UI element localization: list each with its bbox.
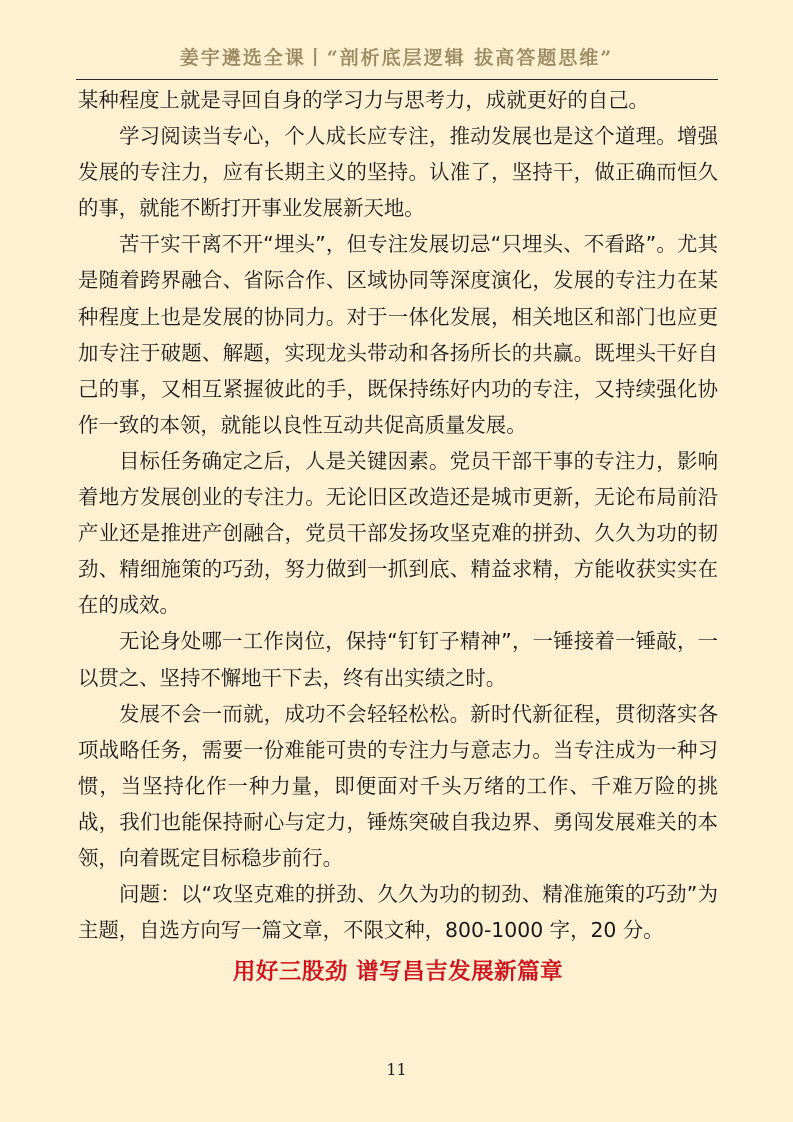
page-header: 姜宇遴选全课丨“剖析底层逻辑 拔高答题思维” (179, 47, 614, 69)
paragraph-5: 无论身处哪一工作岗位，保持“钉钉子精神”，一锤接着一锤敲，一以贯之、坚持不懈地干下去，终有出实绩之时。 (78, 629, 718, 690)
essay-title: 用好三股劲 谱写昌吉发展新篇章 (232, 959, 564, 986)
paragraph-4: 目标任务确定之后，人是关键因素。党员干部干事的专注力，影响着地方发展创业的专注力。无论旧区改造还是城市更新，无论布局前沿产业还是推进产创融合，党员干部发扬攻坚克难的拼劲、久久为功的韧劲、精细施策的巧劲，努力做到一抓到底、精益求精，方能收获实实在在的成效。 (78, 448, 718, 618)
header-divider (76, 79, 718, 80)
paragraph-3: 苦干实干离不开“埋头”，但专注发展切忌“只埋头、不看路”。尤其是随着跨界融合、省际合作、区域协同等深度演化，发展的专注力在某种程度上也是发展的协同力。对于一体化发展，相关地区和部门也应更加专注于破题、解题，实现龙头带动和各扬所长的共赢。既埋头干好自己的事，又相互紧握彼此的手，既保持练好内功的专注，又持续强化协作一致的本领，就能以良性互动共促高质量发展。 (78, 232, 718, 437)
paragraph-6: 发展不会一而就，成功不会轻轻松松。新时代新征程，贯彻落实各项战略任务，需要一份难能可贵的专注力与意志力。当专注成为一种习惯，当坚持化作一种力量，即便面对千头万绪的工作、千难万险的挑战，我们也能保持耐心与定力，锤炼突破自我边界、勇闯发展难关的本领，向着既定目标稳步前行。 (78, 701, 718, 870)
question-paragraph: 问题：以“攻坚克难的拼劲、久久为功的韧劲、精准施策的巧劲”为主题，自选方向写一篇文章，不限文种，800-1000 字，20 分。 (78, 882, 718, 943)
page-number: 11 (386, 1060, 407, 1079)
paragraph-2: 学习阅读当专心，个人成长应专注，推动发展也是这个道理。增强发展的专注力，应有长期主义的坚持。认准了，坚持干，做正确而恒久的事，就能不断打开事业发展新天地。 (78, 124, 718, 221)
document-body (78, 82, 718, 992)
paragraph-1: 某种程度上就是寻回自身的学习力与思考力，成就更好的自己。 (78, 88, 649, 112)
